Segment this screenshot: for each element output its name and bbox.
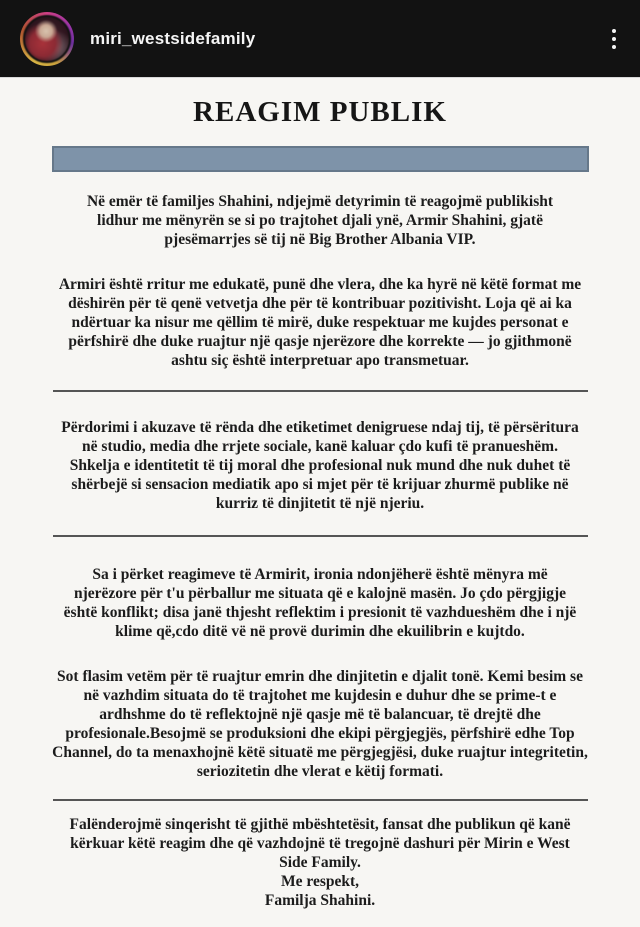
statement-paragraph: Sa i përket reagimeve të Armirit, ironia ndonjëherë është mënyra më njerëzore për t'u përballur me situata që e kalojnë masën. Jo çdo përgjigje është konflikt; disa janë thjesht reflektim i presionit të vazhdueshëm dhe i një klime që,cdo ditë vë në provë durimin dhe ekuilibrin e kujtdo. — [63, 566, 577, 640]
post-header — [0, 0, 640, 78]
avatar-photo — [23, 15, 71, 63]
closing-signature: Familja Shahini. — [264, 892, 376, 909]
more-options-icon[interactable] — [606, 23, 622, 55]
divider — [53, 390, 588, 392]
statement-title: REAGIM PUBLIK — [193, 96, 447, 128]
statement-paragraph: Falënderojmë sinqerisht të gjithë mbështetësit, fansat dhe publikun që kanë kërkuar këtë reagim dhe që vazhdojnë të tregojnë dashuri për Mirin e West Side Family. — [69, 816, 571, 871]
statement-paragraph: Armiri është rritur me edukatë, punë dhe vlera, dhe ka hyrë në këtë format me dëshirën për të qenë vetvetja dhe për të kontribuar pozitivisht. Loja që ai ka ndërtuar ka nisur me qëllim të mirë, duke respektuar me kujdes personat e përfshirë dhe duke ruajtur një qasje njerëzore dhe korrekte — jo gjithmonë ashtu siç është interpretuar apo transmetuar. — [58, 276, 582, 369]
statement-paragraph: Në emër të familjes Shahini, ndjejmë detyrimin të reagojmë publikisht lidhur me mënyrën se si po trajtohet djali ynë, Armir Shahini, gjatë pjesëmarrjes së tij në Big Brother Albania VIP. — [86, 193, 554, 248]
avatar[interactable] — [20, 12, 74, 66]
title-underline-bar — [52, 146, 589, 172]
statement-paragraph: Sot flasim vetëm për të ruajtur emrin dhe dinjitetin e djalit tonë. Kemi besim se në vazhdim situata do të trajtohet me kujdesin e duhur dhe se prime-t e ardhshme do të reflektojnë një qasje më të balancuar, të drejtë dhe profesionale.Besojmë se produksioni dhe ekipi përgjegjës, përfshirë edhe Top Channel, do ta menaxhojnë këtë situatë me përgjegjësi, duke ruajtur integritetin, seriozitetin dhe vlerat e këtij formati. — [52, 668, 588, 780]
post-image — [0, 96, 640, 910]
username[interactable]: miri_westsidefamily — [90, 28, 256, 48]
divider — [53, 799, 588, 801]
divider — [53, 535, 588, 537]
closing-salutation: Me respekt, — [280, 873, 360, 890]
statement-paragraph: Përdorimi i akuzave të rënda dhe etiketimet denigruese ndaj tij, të përsëritura në studio, media dhe rrjete sociale, kanë kaluar çdo kufi të pranueshëm. Shkelja e identitetit të tij moral dhe profesional nuk mund dhe nuk duhet të shërbejë si sensacion mediatik apo si mjet për të krijuar zhurmë publike në kurriz të dinjitetit të një njeriu. — [61, 419, 579, 512]
